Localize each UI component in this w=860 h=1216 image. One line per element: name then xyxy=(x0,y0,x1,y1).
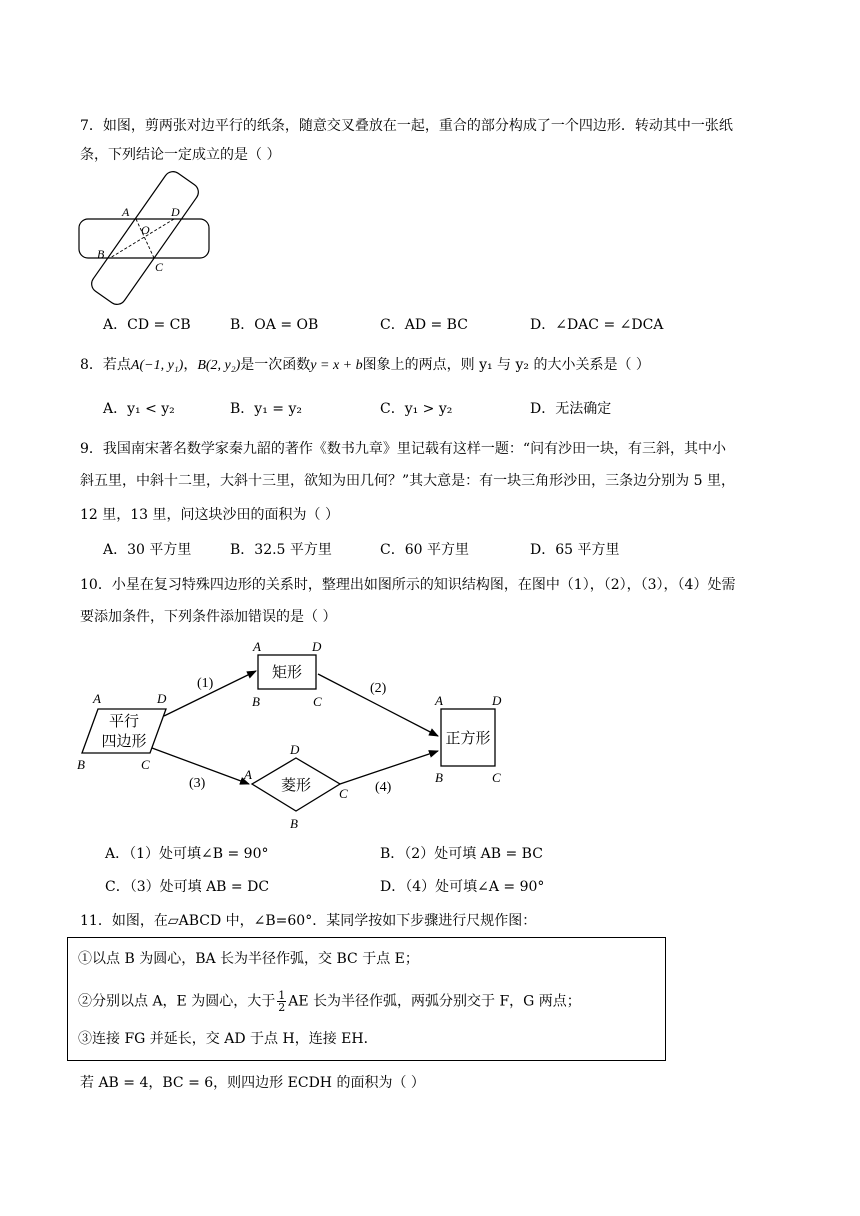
q11-step2-part2: AE 长为半径作弧，两弧分别交于 F，G 两点； xyxy=(288,993,581,1010)
q11-step2-part1: ②分别以点 A，E 为圆心，大于 xyxy=(78,993,276,1010)
q10-option-a: A．（1）处可填∠B = 90° xyxy=(105,846,269,862)
q10-option-c: C．（3）处可填 AB = DC xyxy=(105,879,270,895)
q8-point-a: A(−1, y₁) xyxy=(130,358,184,373)
q8-separator: ， xyxy=(183,357,198,373)
q11-fraction-half xyxy=(277,990,286,1013)
q7-label-a: A xyxy=(122,205,130,219)
q11-step2 xyxy=(78,990,581,1013)
rhombus-vertex-d: D xyxy=(290,742,300,757)
q7-label-c: C xyxy=(155,260,164,274)
arrow-label-step1: (1) xyxy=(197,676,214,691)
q7-text-line2: 条，下列结论一定成立的是（ ） xyxy=(80,147,281,163)
q9-option-c: C．60 平方里 xyxy=(380,542,469,558)
rhombus-vertex-c: C xyxy=(339,786,348,801)
parallelogram-vertex-a: A xyxy=(93,691,101,706)
q10-option-b: B．（2）处可填 AB = BC xyxy=(380,846,543,862)
rectangle-vertex-a: A xyxy=(253,639,261,654)
arrow-label-step4: (4) xyxy=(375,780,392,795)
q7-option-d: D．∠DAC = ∠DCA xyxy=(530,317,664,333)
q8-option-c: C．y₁ > y₂ xyxy=(380,401,453,417)
rectangle-vertex-d: D xyxy=(312,639,322,654)
q7-option-b: B．OA = OB xyxy=(230,317,319,333)
fraction-denominator: 2 xyxy=(278,1001,286,1014)
rectangle-vertex-b: B xyxy=(252,694,260,709)
square-label: 正方形 xyxy=(445,731,491,747)
parallelogram-vertex-b: B xyxy=(77,757,85,772)
q7-option-c: C．AD = BC xyxy=(380,317,468,333)
q7-label-d: D xyxy=(171,205,180,219)
rhombus-vertex-a: A xyxy=(244,767,252,782)
arrow-label-step2: (2) xyxy=(370,681,387,696)
fraction-numerator: 1 xyxy=(278,989,286,1002)
q8-option-a: A．y₁ < y₂ xyxy=(103,401,175,417)
q10-option-d: D．（4）处可填∠A = 90° xyxy=(380,879,545,895)
q7-option-a: A．CD = CB xyxy=(103,317,191,333)
q9-option-a: A．30 平方里 xyxy=(103,542,192,558)
parallelogram-vertex-d: D xyxy=(157,691,167,706)
parallelogram-label-line1: 平行 xyxy=(108,714,140,730)
square-vertex-c: C xyxy=(492,770,501,785)
rectangle-label: 矩形 xyxy=(271,665,303,681)
q8-function: y = x + b xyxy=(310,358,363,373)
square-vertex-d: D xyxy=(492,693,502,708)
q8-point-b: B(2, y₂) xyxy=(197,358,241,373)
q9-text-line3: 12 里，13 里，问这块沙田的面积为（ ） xyxy=(80,507,339,523)
q8-option-d: D．无法确定 xyxy=(530,401,612,417)
q11-step1: ①以点 B 为圆心，BA 长为半径作弧，交 BC 于点 E； xyxy=(78,951,419,967)
q11-text-line1: 11．如图，在▱ABCD 中，∠B=60°．某同学按如下步骤进行尺规作图： xyxy=(80,913,537,929)
q11-step3: ③连接 FG 并延长，交 AD 于点 H，连接 EH． xyxy=(78,1031,378,1047)
square-vertex-b: B xyxy=(435,770,443,785)
q8-suffix: 图象上的两点，则 y₁ 与 y₂ 的大小关系是（ ） xyxy=(362,357,650,373)
parallelogram-label-line2: 四边形 xyxy=(101,734,147,750)
q9-text-line1: 9．我国南宋著名数学家秦九韶的著作《数书九章》里记载有这样一题：“问有沙田一块，有三斜，其中小 xyxy=(80,441,727,457)
q10-text-line1: 10．小星在复习特殊四边形的关系时，整理出如图所示的知识结构图，在图中（1），（2），（3），（4）处需 xyxy=(80,577,736,593)
q8-option-b: B．y₁ = y₂ xyxy=(230,401,302,417)
q9-option-d: D．65 平方里 xyxy=(530,542,620,558)
q11-steps-box xyxy=(67,937,666,1061)
parallelogram-vertex-c: C xyxy=(141,757,150,772)
q11-text-last: 若 AB = 4，BC = 6，则四边形 ECDH 的面积为（ ） xyxy=(80,1075,425,1091)
rhombus-label: 菱形 xyxy=(280,778,312,794)
arrow-label-step3: (3) xyxy=(189,776,206,791)
q8-mid: 是一次函数 xyxy=(240,357,311,373)
q10-text-line2: 要添加条件，下列条件添加错误的是（ ） xyxy=(80,609,337,625)
q9-option-b: B．32.5 平方里 xyxy=(230,542,332,558)
q7-label-b: B xyxy=(97,247,105,261)
q9-text-line2: 斜五里，中斜十二里，大斜十三里，欲知为田几何？”其大意是：有一块三角形沙田，三条边分别为 5 里， xyxy=(80,473,735,489)
square-vertex-a: A xyxy=(435,693,443,708)
rhombus-vertex-b: B xyxy=(290,816,298,831)
q7-text-line1: 7．如图，剪两张对边平行的纸条，随意交叉叠放在一起，重合的部分构成了一个四边形．转动其中一张纸 xyxy=(80,118,733,134)
q8-prefix: 8．若点 xyxy=(80,357,131,373)
rectangle-vertex-c: C xyxy=(313,694,322,709)
q7-label-o: O xyxy=(141,223,150,237)
